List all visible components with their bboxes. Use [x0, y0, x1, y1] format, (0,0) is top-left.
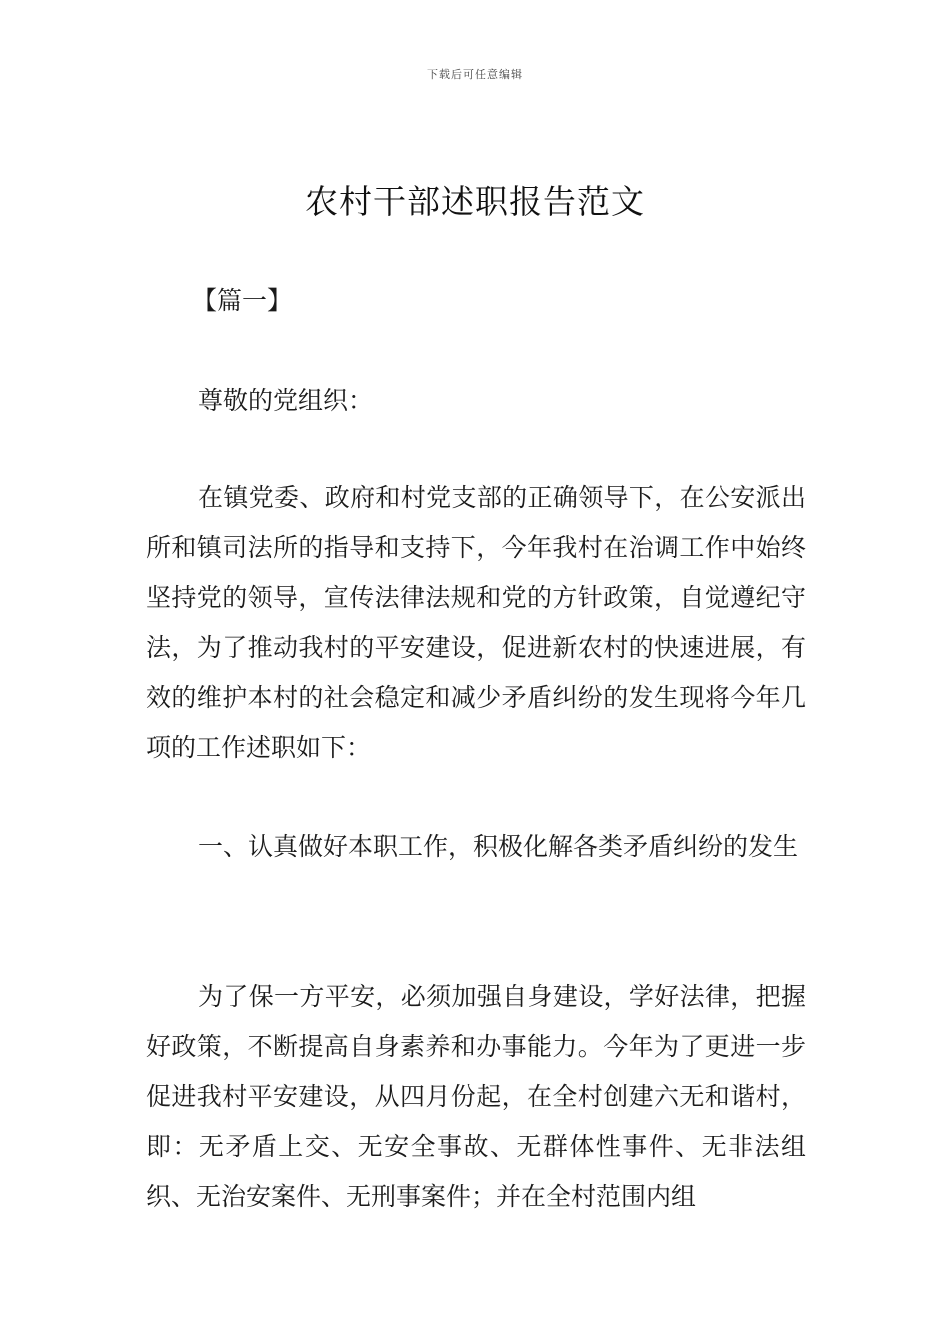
paragraph: 在镇党委、政府和村党支部的正确领导下，在公安派出所和镇司法所的指导和支持下，今年我村在治调工作中始终坚持党的领导，宣传法律法规和党的方针政策，自觉遵纪守法，为了推动我村的平安建设，促进新农村的快速进展，有效的维护本村的社会稳定和减少矛盾纠纷的发生现将今年几项的工作述职如下： — [146, 483, 806, 762]
paragraph: 为了保一方平安，必须加强自身建设，学好法律，把握好政策，不断提高自身素养和办事能力。今年为了更进一步促进我村平安建设，从四月份起，在全村创建六无和谐村，即：无矛盾上交、无安全事故、无群体性事件、无非法组织、无治安案件、无刑事案件；并在全村范围内组 — [146, 982, 806, 1211]
section-heading: 一、认真做好本职工作，积极化解各类矛盾纠纷的发生 — [198, 832, 799, 861]
section-label: 【篇一】 — [192, 286, 293, 315]
header-note: 下载后可任意编辑 — [427, 68, 523, 81]
document-title: 农村干部述职报告范文 — [305, 182, 645, 221]
salutation: 尊敬的党组织： — [198, 386, 374, 415]
